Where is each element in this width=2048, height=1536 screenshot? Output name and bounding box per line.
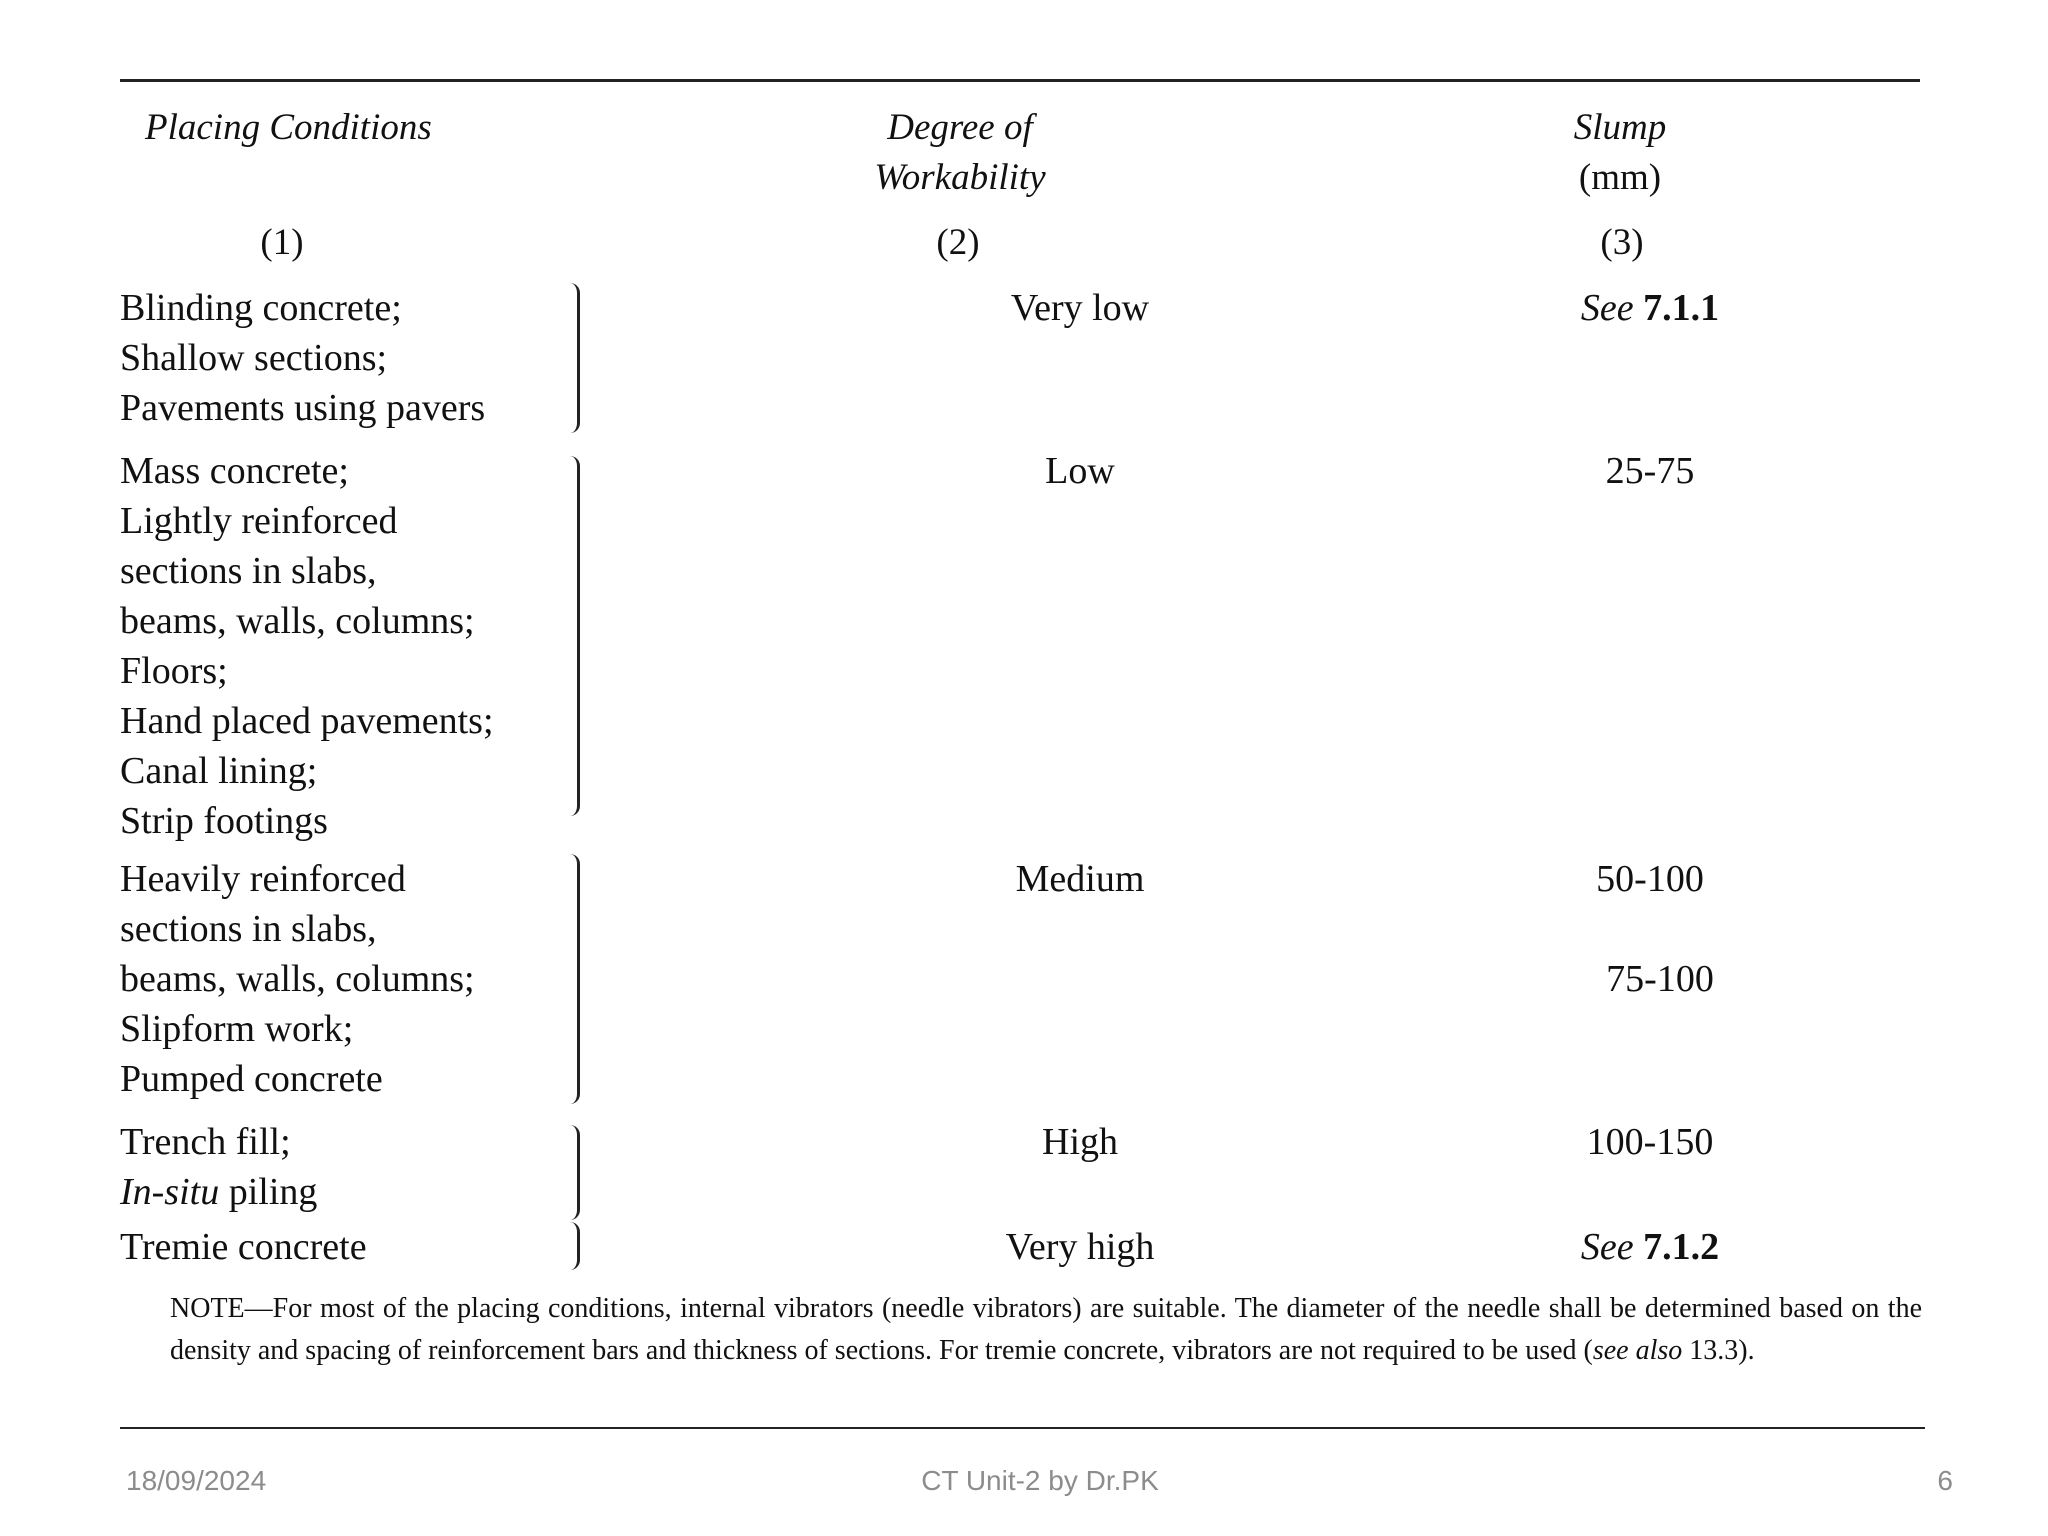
placing-conditions-cell xyxy=(120,283,485,433)
header-placing-conditions: Placing Conditions xyxy=(145,107,432,148)
row-bracket xyxy=(563,854,580,1104)
workability-cell: Very low xyxy=(1010,287,1150,329)
condition-line: Mass concrete; xyxy=(120,450,349,492)
header-degree-of-workability xyxy=(820,103,1100,203)
condition-line: beams, walls, columns; xyxy=(120,958,475,1000)
slump-see-label: See xyxy=(1580,1226,1634,1268)
header-degree-line1: Degree of xyxy=(887,107,1033,148)
table-note xyxy=(170,1288,1922,1372)
table-row xyxy=(120,446,1820,846)
condition-italic-term: In-situ xyxy=(120,1171,220,1213)
note-text-end: 13.3). xyxy=(1682,1335,1755,1366)
workability-cell: High xyxy=(1042,1121,1118,1163)
slump-cell xyxy=(1450,1222,1850,1272)
placing-conditions-cell xyxy=(120,854,475,1104)
note-text: NOTE—For most of the placing conditions, internal vibrators (needle vibrators) are suitable. The diameter of the needle shall be determined based on the density and spacing of reinforcement bars and thickness of sections. For tremie concrete, vibrators are not required to be used ( xyxy=(170,1293,1922,1366)
condition-line: Tremie concrete xyxy=(120,1226,367,1268)
placing-conditions-cell xyxy=(120,1222,367,1272)
row-bracket xyxy=(563,283,580,433)
column-number-2: (2) xyxy=(936,222,980,263)
condition-line: Pumped concrete xyxy=(120,1058,383,1100)
header-slump-unit: (mm) xyxy=(1578,157,1662,198)
slump-cell-secondary: 75-100 xyxy=(1606,958,1714,1000)
workability-cell: Medium xyxy=(1015,858,1145,900)
table-row xyxy=(120,854,1820,1114)
row-bracket xyxy=(563,1222,580,1270)
slump-cell xyxy=(1450,283,1850,333)
table-row xyxy=(120,1117,1820,1227)
condition-line: Strip footings xyxy=(120,800,328,842)
workability-cell: Low xyxy=(1045,450,1115,492)
condition-line: sections in slabs, xyxy=(120,550,377,592)
header-degree-line2: Workability xyxy=(874,157,1046,198)
footer-date: 18/09/2024 xyxy=(126,1465,267,1496)
table-row xyxy=(120,1222,1820,1282)
slide-number: 6 xyxy=(1937,1465,1953,1496)
slump-see-label: See xyxy=(1580,287,1634,329)
condition-line xyxy=(120,1167,317,1217)
condition-line: Slipform work; xyxy=(120,1008,354,1050)
table-bottom-rule xyxy=(120,1427,1925,1429)
slump-cell: 50-100 xyxy=(1596,858,1704,900)
condition-line: Shallow sections; xyxy=(120,337,388,379)
condition-line-rest: piling xyxy=(219,1171,318,1213)
row-bracket xyxy=(563,1125,580,1220)
column-number-3: (3) xyxy=(1600,222,1644,263)
condition-line: Heavily reinforced xyxy=(120,858,406,900)
note-italic-reference: see also xyxy=(1592,1335,1683,1366)
row-bracket xyxy=(563,456,580,816)
condition-line: Pavements using pavers xyxy=(120,387,486,429)
slump-cell: 25-75 xyxy=(1605,450,1695,492)
placing-conditions-cell xyxy=(120,446,494,846)
placing-conditions-cell xyxy=(120,1117,317,1217)
table-row xyxy=(120,283,1820,443)
column-number-1: (1) xyxy=(260,222,304,263)
condition-line: Lightly reinforced xyxy=(120,500,398,542)
condition-line: Canal lining; xyxy=(120,750,318,792)
slump-reference: 7.1.2 xyxy=(1643,1226,1720,1268)
header-slump-line1: Slump xyxy=(1573,107,1667,148)
condition-line: Floors; xyxy=(120,650,228,692)
footer-title: CT Unit-2 by Dr.PK xyxy=(921,1465,1159,1496)
slump-reference: 7.1.1 xyxy=(1643,287,1720,329)
table-top-rule xyxy=(120,79,1920,82)
slump-cell: 100-150 xyxy=(1586,1121,1714,1163)
condition-line: sections in slabs, xyxy=(120,908,377,950)
workability-cell: Very high xyxy=(1005,1226,1155,1268)
header-slump xyxy=(1480,103,1760,203)
condition-line: beams, walls, columns; xyxy=(120,600,475,642)
condition-line: Trench fill; xyxy=(120,1121,291,1163)
condition-line: Hand placed pavements; xyxy=(120,700,494,742)
condition-line: Blinding concrete; xyxy=(120,287,402,329)
